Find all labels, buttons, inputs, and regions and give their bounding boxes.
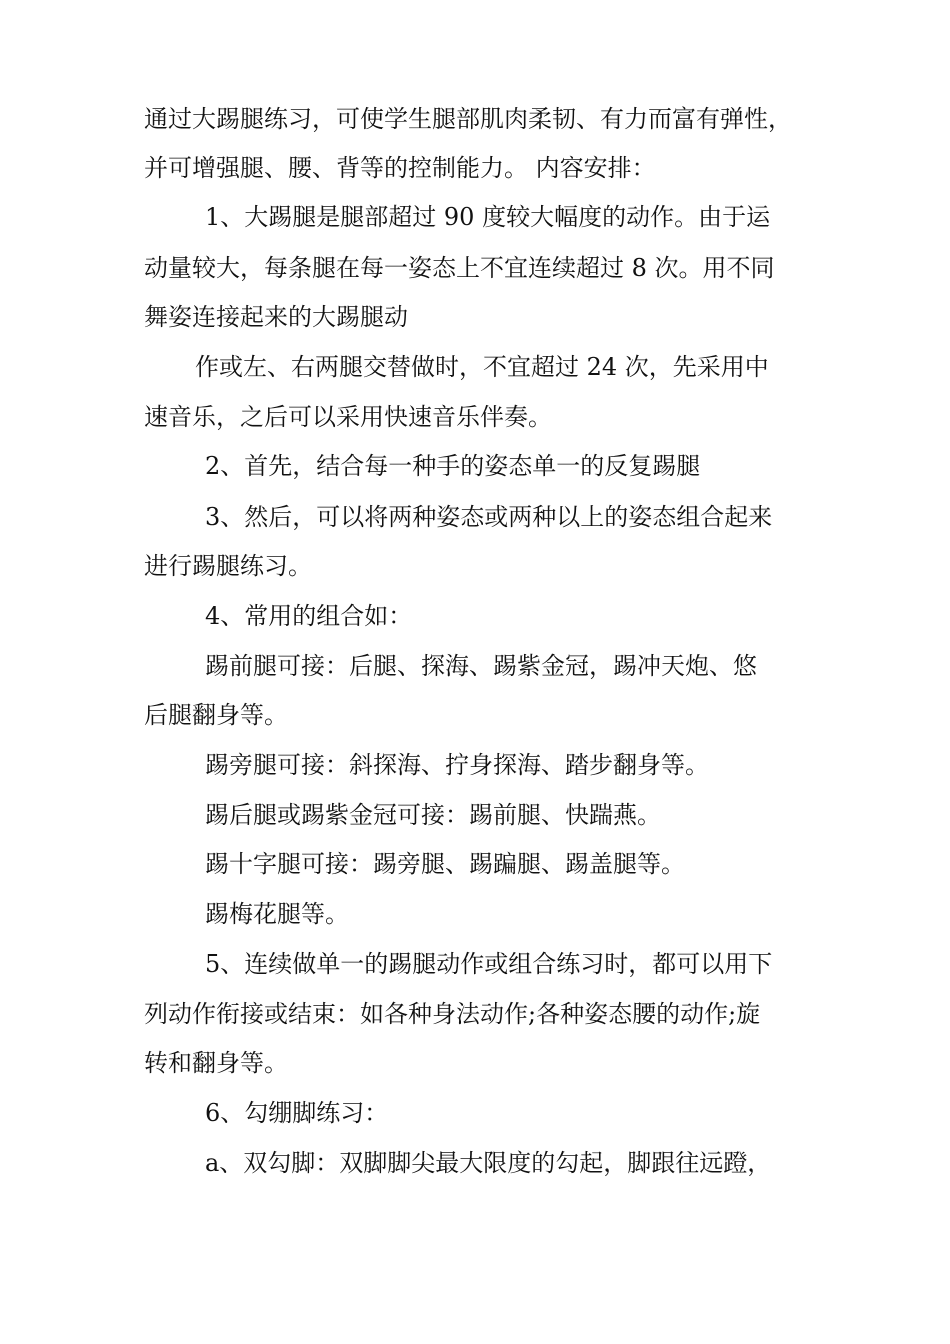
text-line: 动量较大，每条腿在每一姿态上不宜连续超过 8 次。用不同 bbox=[144, 254, 775, 282]
text-line: 作或左、右两腿交替做时，不宜超过 24 次，先采用中 bbox=[195, 353, 769, 381]
text-line: 转和翻身等。 bbox=[144, 1049, 288, 1077]
text-line: 5、连续做单一的踢腿动作或组合练习时，都可以用下 bbox=[205, 950, 773, 978]
text-line: 踢前腿可接：后腿、探海、踢紫金冠，踢冲天炮、悠 bbox=[205, 652, 757, 680]
text-line: 4、常用的组合如： bbox=[205, 602, 413, 630]
text-line: 踢十字腿可接：踢旁腿、踢蹁腿、踢盖腿等。 bbox=[205, 850, 685, 878]
text-line: 列动作衔接或结束：如各种身法动作;各种姿态腰的动作;旋 bbox=[144, 1000, 761, 1028]
text-line: 进行踢腿练习。 bbox=[144, 552, 312, 580]
text-line: 踢梅花腿等。 bbox=[205, 900, 349, 928]
text-line: 舞姿连接起来的大踢腿动 bbox=[144, 303, 408, 331]
text-line: 1、大踢腿是腿部超过 90 度较大幅度的动作。由于运 bbox=[205, 203, 771, 231]
text-line: 通过大踢腿练习，可使学生腿部肌肉柔韧、有力而富有弹性， bbox=[144, 105, 792, 133]
text-line: 踢后腿或踢紫金冠可接：踢前腿、快踹燕。 bbox=[205, 801, 661, 829]
text-line: 3、然后，可以将两种姿态或两种以上的姿态组合起来 bbox=[205, 503, 773, 531]
text-line: a、双勾脚：双脚脚尖最大限度的勾起，脚跟往远蹬， bbox=[205, 1149, 772, 1177]
text-line: 踢旁腿可接：斜探海、拧身探海、踏步翻身等。 bbox=[205, 751, 709, 779]
text-line: 速音乐，之后可以采用快速音乐伴奏。 bbox=[144, 403, 552, 431]
text-line: 6、勾绷脚练习： bbox=[205, 1099, 389, 1127]
text-line: 2、首先，结合每一种手的姿态单一的反复踢腿 bbox=[205, 452, 701, 480]
text-line: 并可增强腿、腰、背等的控制能力。 内容安排： bbox=[144, 154, 656, 182]
text-line: 后腿翻身等。 bbox=[144, 701, 288, 729]
